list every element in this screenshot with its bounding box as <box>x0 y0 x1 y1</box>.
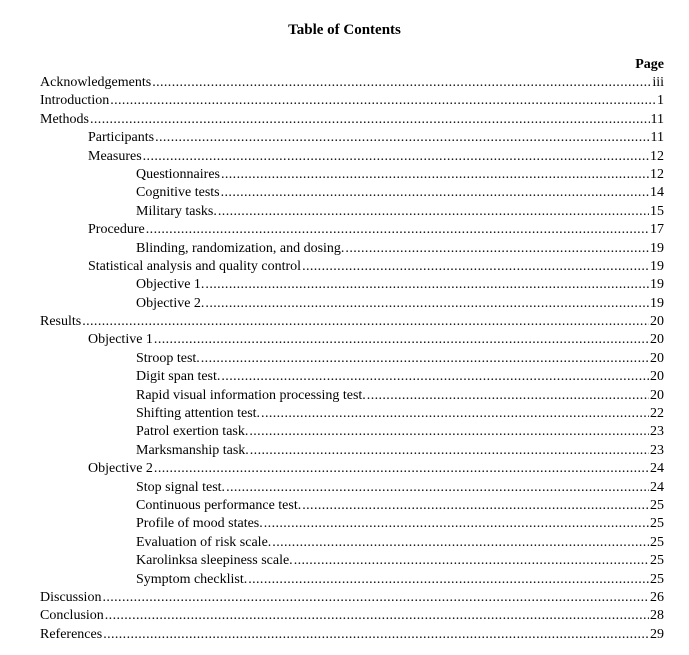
toc-entry-label: Marksmanship task. <box>136 442 249 458</box>
toc-entry <box>40 276 664 294</box>
toc-dot-leader <box>302 258 649 276</box>
toc-dot-leader <box>250 442 649 460</box>
toc-entry-label: Results <box>40 314 82 330</box>
toc-dot-leader <box>205 295 649 313</box>
toc-entry <box>40 129 664 147</box>
toc-dot-leader <box>110 92 656 110</box>
toc-entry-page-number: 26 <box>650 589 664 605</box>
toc-dot-leader <box>154 460 649 478</box>
toc-dot-leader <box>367 387 649 405</box>
toc-entry <box>40 497 664 515</box>
page-column-header: Page <box>635 57 664 72</box>
toc-entry <box>40 331 664 349</box>
toc-entry <box>40 148 664 166</box>
toc-entry <box>40 166 664 184</box>
toc-entry <box>40 515 664 533</box>
toc-entry <box>40 221 664 239</box>
toc-entry <box>40 589 664 607</box>
toc-entry-label: Profile of mood states. <box>136 516 263 532</box>
toc-entry-label: Introduction <box>40 93 110 109</box>
toc-entry-page-number: 23 <box>650 424 664 440</box>
toc-entry-label: Methods <box>40 111 89 127</box>
toc-entry-label: Measures <box>88 148 142 164</box>
toc-dot-leader <box>82 313 649 331</box>
toc-entry <box>40 350 664 368</box>
toc-dot-leader <box>105 607 649 625</box>
toc-entry <box>40 423 664 441</box>
toc-entry <box>40 442 664 460</box>
toc-entry-label: Acknowledgements <box>40 75 152 90</box>
toc-entry-label: References <box>40 626 103 642</box>
toc-entry-label: Cognitive tests <box>136 185 220 201</box>
toc-entry-label: Blinding, randomization, and dosing. <box>136 240 345 256</box>
toc-entry-page-number: 25 <box>650 553 664 569</box>
toc-entry-page-number: 20 <box>650 387 664 403</box>
toc-entry <box>40 184 664 202</box>
toc-entry-label: Evaluation of risk scale. <box>136 534 272 550</box>
toc-dot-leader <box>345 240 649 258</box>
toc-entry-page-number: 24 <box>650 479 664 495</box>
toc-entry-page-number: 25 <box>650 571 664 587</box>
toc-entry-label: Military tasks. <box>136 203 217 219</box>
toc-entry-label: Digit span test. <box>136 369 221 385</box>
toc-dot-leader <box>272 534 649 552</box>
toc-dot-leader <box>294 552 649 570</box>
toc-title: Table of Contents <box>288 22 401 38</box>
toc-entry-label: Participants <box>88 130 155 146</box>
toc-entry-label: Objective 2 <box>88 461 153 477</box>
toc-entry <box>40 295 664 313</box>
toc-list <box>40 74 664 644</box>
toc-dot-leader <box>221 368 649 386</box>
toc-dot-leader <box>249 423 649 441</box>
toc-entry-page-number: 25 <box>650 516 664 532</box>
toc-entry-label: Objective 2. <box>136 295 205 311</box>
toc-entry-page-number: 20 <box>650 369 664 385</box>
toc-entry-label: Patrol exertion task. <box>136 424 249 440</box>
toc-entry-page-number: 12 <box>650 166 664 182</box>
toc-entry <box>40 626 664 644</box>
toc-entry-label: Discussion <box>40 589 102 605</box>
toc-entry-label: Rapid visual information processing test. <box>136 387 366 403</box>
toc-entry <box>40 552 664 570</box>
toc-dot-leader <box>221 166 649 184</box>
toc-entry-page-number: 19 <box>650 295 664 311</box>
toc-entry-label: Continuous performance test. <box>136 497 302 513</box>
toc-entry <box>40 240 664 258</box>
toc-entry-page-number: 24 <box>650 461 664 477</box>
toc-entry-label: Questionnaires <box>136 166 220 182</box>
toc-entry-page-number: 11 <box>650 130 664 146</box>
toc-entry-page-number: 25 <box>650 497 664 513</box>
toc-entry <box>40 111 664 129</box>
toc-dot-leader <box>143 148 649 166</box>
toc-entry <box>40 313 664 331</box>
toc-dot-leader <box>155 129 649 147</box>
toc-dot-leader <box>226 479 649 497</box>
toc-entry-page-number: 1 <box>657 93 664 109</box>
toc-dot-leader <box>152 74 651 92</box>
toc-entry-page-number: 29 <box>650 626 664 642</box>
toc-entry <box>40 203 664 221</box>
toc-entry-page-number: 20 <box>650 332 664 348</box>
toc-dot-leader <box>103 626 649 644</box>
toc-dot-leader <box>248 571 649 589</box>
toc-entry-page-number: 17 <box>650 222 664 238</box>
toc-dot-leader <box>264 515 649 533</box>
toc-entry-page-number: 15 <box>650 203 664 219</box>
toc-entry <box>40 479 664 497</box>
toc-entry-label: Objective 1. <box>136 277 205 293</box>
toc-entry-page-number: 20 <box>650 350 664 366</box>
toc-entry-label: Stroop test. <box>136 350 200 366</box>
toc-entry <box>40 387 664 405</box>
toc-entry <box>40 92 664 110</box>
toc-dot-leader <box>261 405 649 423</box>
toc-dot-leader <box>218 203 649 221</box>
toc-entry-page-number: iii <box>652 75 664 90</box>
toc-entry <box>40 607 664 625</box>
toc-entry-page-number: 22 <box>650 406 664 422</box>
toc-entry-page-number: 28 <box>650 608 664 624</box>
toc-entry-page-number: 19 <box>650 277 664 293</box>
toc-dot-leader <box>102 589 649 607</box>
toc-dot-leader <box>154 331 649 349</box>
toc-dot-leader <box>205 276 649 294</box>
toc-entry <box>40 74 664 92</box>
toc-entry-page-number: 19 <box>650 240 664 256</box>
toc-entry-page-number: 23 <box>650 442 664 458</box>
toc-dot-leader <box>221 184 649 202</box>
toc-dot-leader <box>302 497 649 515</box>
toc-entry-page-number: 20 <box>650 314 664 330</box>
toc-entry-label: Statistical analysis and quality control <box>88 258 302 274</box>
toc-entry-label: Procedure <box>88 222 145 238</box>
toc-entry-page-number: 14 <box>650 185 664 201</box>
toc-entry <box>40 534 664 552</box>
toc-dot-leader <box>201 350 649 368</box>
toc-entry-label: Shifting attention test. <box>136 406 261 422</box>
toc-entry-label: Karolinksa sleepiness scale. <box>136 553 293 569</box>
toc-entry-label: Symptom checklist. <box>136 571 248 587</box>
toc-entry <box>40 571 664 589</box>
toc-entry <box>40 368 664 386</box>
toc-entry <box>40 460 664 478</box>
toc-dot-leader <box>146 221 649 239</box>
toc-entry <box>40 258 664 276</box>
toc-entry-label: Objective 1 <box>88 332 153 348</box>
toc-entry-page-number: 11 <box>650 111 664 127</box>
toc-entry-page-number: 19 <box>650 258 664 274</box>
toc-dot-leader <box>90 111 650 129</box>
toc-entry-page-number: 25 <box>650 534 664 550</box>
toc-entry <box>40 405 664 423</box>
toc-entry-label: Stop signal test. <box>136 479 226 495</box>
toc-entry-page-number: 12 <box>650 148 664 164</box>
toc-entry-label: Conclusion <box>40 608 104 624</box>
